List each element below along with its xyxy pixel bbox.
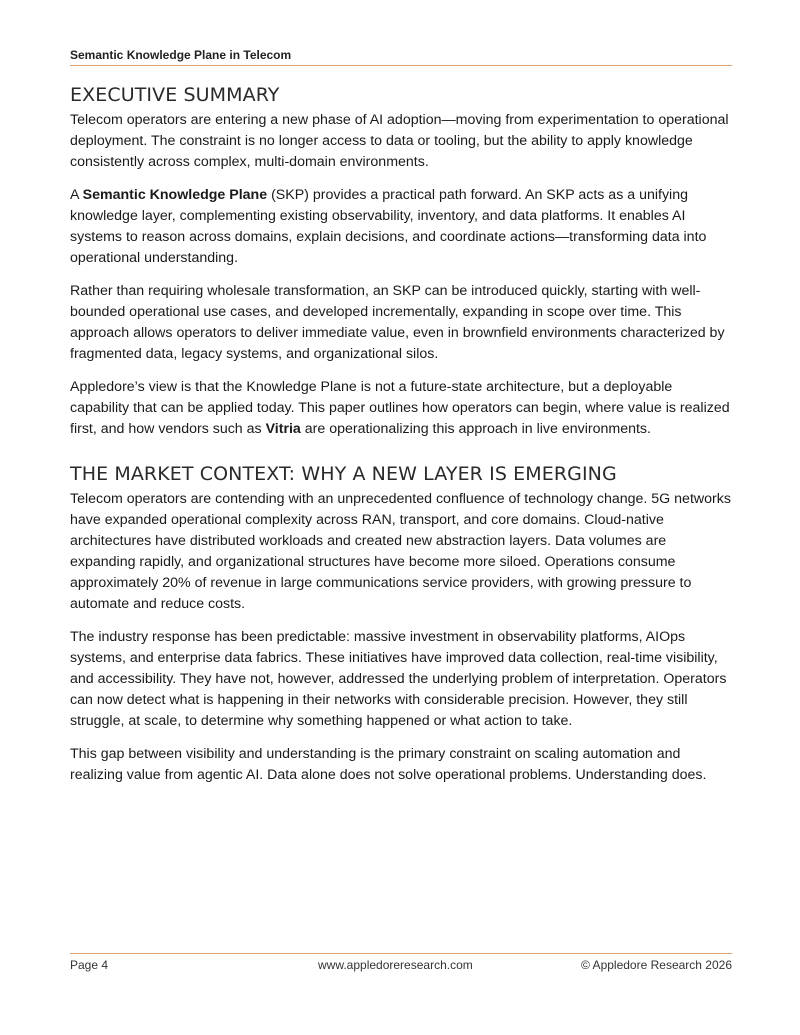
document-page [70, 0, 732, 1035]
paragraph [70, 185, 732, 269]
bold-term-semantic-knowledge-plane: Semantic Knowledge Plane [82, 187, 268, 203]
page-content [70, 83, 732, 798]
running-footer [70, 953, 732, 976]
paragraph: This gap between visibility and understanding is the primary constraint on scaling automation and realizing value from agentic AI. Data alone does not solve operational problems. Understanding does. [70, 746, 707, 783]
footer-url: www.appledoreresearch.com [318, 958, 473, 972]
paragraph-text: are operationalizing this approach in live environments. [300, 421, 651, 437]
paragraph: Rather than requiring wholesale transformation, an SKP can be introduced quickly, starting with well-bounded operational use cases, and developed incrementally, expanding in scope over time. This approach allows operators to deliver immediate value, even in brownfield environments characterized by fragmented data, legacy systems, and organizational silos. [70, 283, 725, 362]
paragraph-text: Appledore’s view is that the Knowledge Plane is not a future-state architecture, but a deployable capability that can be applied today. This paper outlines how operators can begin, where value is realized first, and how vendors such as [70, 379, 730, 437]
section-heading-market-context: THE MARKET CONTEXT: WHY A NEW LAYER IS EMERGING [70, 463, 617, 485]
footer-copyright: © Appledore Research 2026 [581, 958, 732, 972]
section-heading-executive-summary: EXECUTIVE SUMMARY [70, 84, 280, 106]
paragraph: Telecom operators are entering a new phase of AI adoption—moving from experimentation to operational deployment. The constraint is no longer access to data or tooling, but the ability to apply knowledge consistently across complex, multi-domain environments. [70, 112, 729, 170]
paragraph [70, 377, 732, 440]
paragraph: The industry response has been predictable: massive investment in observability platforms, AIOps systems, and enterprise data fabrics. These initiatives have improved data collection, real-time visibility, and accessibility. They have not, however, addressed the underlying problem of interpretation. Operators can now detect what is happening in their networks with considerable precision. However, they still struggle, at scale, to determine why something happened or what action to take. [70, 629, 727, 729]
running-header: Semantic Knowledge Plane in Telecom [70, 48, 732, 66]
paragraph: Telecom operators are contending with an unprecedented confluence of technology change. 5G networks have expanded operational complexity across RAN, transport, and core domains. Cloud-native architectures have distributed workloads and created new abstraction layers. Data volumes are expanding rapidly, and organizational structures have become more siloed. Operations consume approximately 20% of revenue in large communications service providers, with growing pressure to automate and reduce costs. [70, 491, 731, 612]
page-number: Page 4 [70, 958, 109, 972]
bold-term-vitria: Vitria [265, 421, 301, 437]
paragraph-text: A [70, 187, 83, 203]
paragraph-text: (SKP) provides a practical path forward. An SKP acts as a unifying knowledge layer, complementing existing observability, inventory, and data platforms. It enables AI systems to reason across domains, explain decisions, and coordinate actions—transforming data into operational understanding. [70, 187, 707, 266]
